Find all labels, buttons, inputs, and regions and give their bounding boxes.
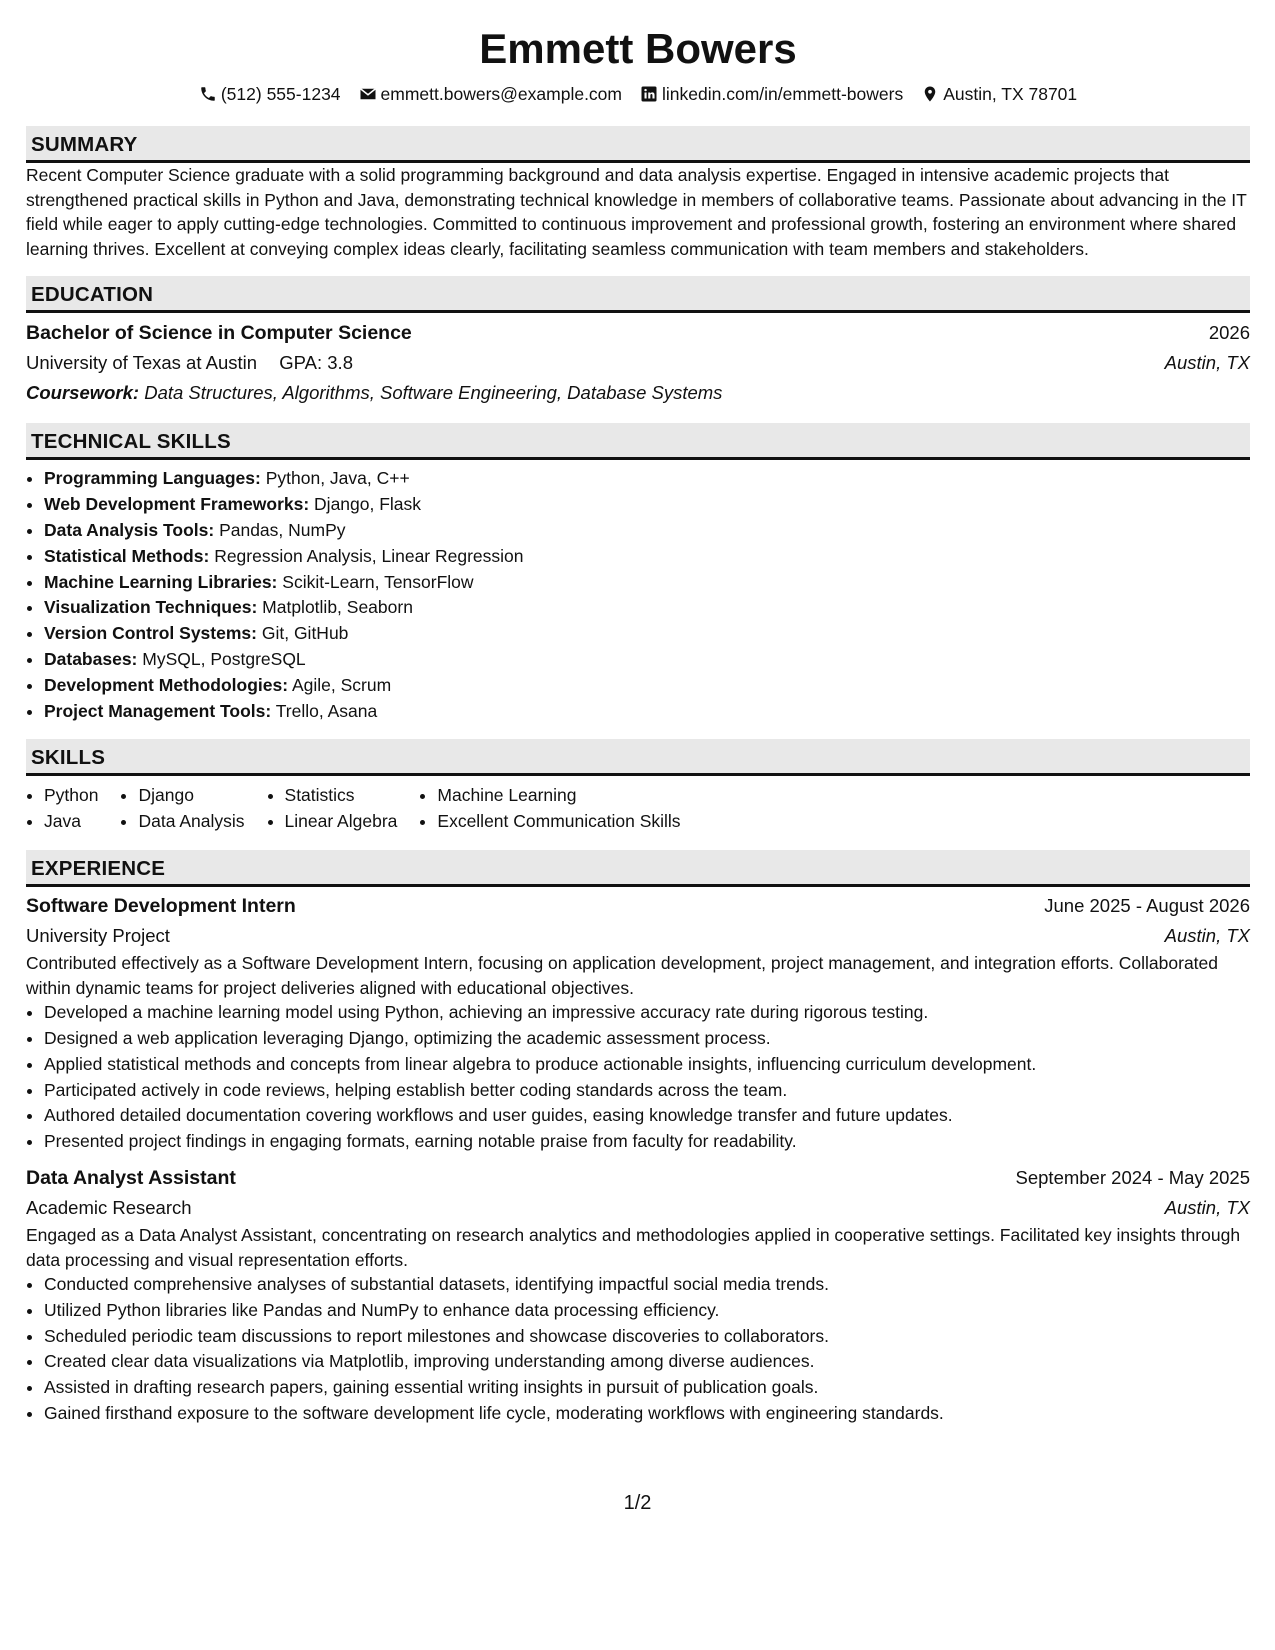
skills-grid bbox=[26, 783, 1250, 835]
list-item bbox=[44, 466, 1250, 492]
skill-values: MySQL, PostgreSQL bbox=[142, 648, 306, 669]
list-item bbox=[44, 621, 1250, 647]
skill-category: Statistical Methods: bbox=[44, 545, 210, 566]
skill-values: Agile, Scrum bbox=[291, 674, 392, 695]
list-item: • Presented project findings in engaging formats, earning notable praise from faculty for readability. bbox=[44, 1129, 1250, 1155]
contact-email[interactable] bbox=[359, 82, 622, 106]
phone-icon bbox=[199, 85, 217, 103]
list-item: • Machine Learning bbox=[437, 783, 680, 809]
coursework-label: Coursework: bbox=[26, 382, 140, 404]
contact-bar bbox=[26, 82, 1250, 106]
skill-category: Data Analysis Tools: bbox=[44, 519, 215, 540]
linkedin-icon bbox=[640, 85, 658, 103]
experience-entry bbox=[26, 891, 1250, 1155]
candidate-name: Emmett Bowers bbox=[479, 25, 797, 72]
skill-values: Pandas, NumPy bbox=[219, 519, 346, 540]
skill-category: Version Control Systems: bbox=[44, 623, 257, 644]
coursework-list: Data Structures, Algorithms, Software Engineering, Database Systems bbox=[144, 382, 723, 404]
resume-page bbox=[26, 0, 1250, 1427]
skill-values: Trello, Asana bbox=[275, 700, 378, 721]
skill-category: Web Development Frameworks: bbox=[44, 494, 310, 515]
summary-heading: SUMMARY bbox=[26, 126, 1250, 163]
job-title-row bbox=[26, 891, 1250, 921]
job-org: Academic Research bbox=[26, 1196, 192, 1218]
contact-location bbox=[921, 82, 1077, 106]
technical-skills-heading: TECHNICAL SKILLS bbox=[26, 423, 1250, 460]
list-item bbox=[44, 699, 1250, 725]
map-pin-icon bbox=[921, 85, 939, 103]
contact-phone bbox=[199, 82, 341, 106]
experience-entry bbox=[26, 1163, 1250, 1427]
school-line bbox=[26, 348, 353, 378]
job-dates: June 2025 - August 2026 bbox=[1044, 894, 1250, 916]
summary-text: Recent Computer Science graduate with a solid programming background and data analysis expertise. Engaged in intensive academic projects that strengthened practical skills in Python and Java, demonstrating technical knowledge in members of collaborative teams. Passionate about advancing in the IT field while eager to apply cutting-edge technologies. Committed to continuous improvement and professional growth, fostering an environment where shared learning thrives. Excellent at conveying complex ideas clearly, facilitating seamless communication with team members and stakeholders. bbox=[26, 165, 1247, 259]
job-org-row bbox=[26, 921, 1250, 951]
graduation-year: 2026 bbox=[1208, 322, 1250, 344]
list-item bbox=[44, 492, 1250, 518]
education-heading: EDUCATION bbox=[26, 276, 1250, 313]
list-item: • Scheduled periodic team discussions to report milestones and showcase discoveries to collaborators. bbox=[44, 1324, 1250, 1350]
skill-values: Scikit-Learn, TensorFlow bbox=[282, 571, 474, 592]
skill-category: Machine Learning Libraries: bbox=[44, 571, 278, 592]
email-link[interactable]: emmett.bowers@example.com bbox=[380, 84, 622, 104]
education-entry bbox=[26, 318, 1250, 408]
location-text: Austin, TX 78701 bbox=[943, 84, 1078, 104]
job-location: Austin, TX bbox=[1164, 924, 1250, 946]
list-item: • Java bbox=[44, 809, 98, 835]
list-item: • Data Analysis bbox=[138, 809, 244, 835]
list-item bbox=[44, 544, 1250, 570]
skill-values: Regression Analysis, Linear Regression bbox=[214, 545, 524, 566]
skill-values: Django, Flask bbox=[314, 494, 422, 515]
job-description: Contributed effectively as a Software Development Intern, focusing on application development, project management, and integration efforts. Collaborated within dynamic teams for project deliveries aligned with educational objectives. bbox=[26, 952, 1219, 998]
skills-column bbox=[419, 783, 680, 835]
list-item: • Assisted in drafting research papers, gaining essential writing insights in pursuit of publication goals. bbox=[44, 1375, 1250, 1401]
contact-linkedin[interactable] bbox=[640, 82, 903, 106]
job-title: Data Analyst Assistant bbox=[26, 1166, 236, 1189]
list-item bbox=[44, 673, 1250, 699]
job-title: Software Development Intern bbox=[26, 894, 296, 917]
list-item: • Authored detailed documentation covering workflows and user guides, easing knowledge transfer and future updates. bbox=[44, 1103, 1250, 1129]
coursework-line bbox=[26, 378, 1250, 408]
list-item: • Excellent Communication Skills bbox=[437, 809, 680, 835]
list-item: • Applied statistical methods and concepts from linear algebra to produce actionable insights, influencing curriculum development. bbox=[44, 1052, 1250, 1078]
linkedin-link[interactable]: linkedin.com/in/emmett-bowers bbox=[662, 84, 904, 104]
skill-category: Visualization Techniques: bbox=[44, 597, 258, 618]
list-item: • Statistics bbox=[285, 783, 398, 809]
skill-category: Databases: bbox=[44, 648, 138, 669]
skills-heading: SKILLS bbox=[26, 739, 1250, 776]
school-name: University of Texas at Austin bbox=[26, 352, 258, 374]
skills-column bbox=[267, 783, 398, 835]
list-item: • Conducted comprehensive analyses of substantial datasets, identifying impactful social media trends. bbox=[44, 1272, 1250, 1298]
degree: Bachelor of Science in Computer Science bbox=[26, 322, 412, 345]
skills-column bbox=[120, 783, 244, 835]
list-item: • Developed a machine learning model using Python, achieving an impressive accuracy rate during rigorous testing. bbox=[44, 1000, 1250, 1026]
skill-values: Python, Java, C++ bbox=[265, 468, 410, 489]
list-item: • Designed a web application leveraging Django, optimizing the academic assessment process. bbox=[44, 1026, 1250, 1052]
skill-category: Programming Languages: bbox=[44, 468, 261, 489]
job-description: Engaged as a Data Analyst Assistant, concentrating on research analytics and methodologies applied in cooperative settings. Facilitated key insights through data processing and visual representation efforts. bbox=[26, 1224, 1241, 1270]
skill-category: Project Management Tools: bbox=[44, 700, 272, 721]
job-title-row bbox=[26, 1163, 1250, 1193]
list-item: • Django bbox=[138, 783, 244, 809]
list-item bbox=[44, 570, 1250, 596]
list-item bbox=[44, 518, 1250, 544]
job-org: University Project bbox=[26, 924, 170, 946]
list-item: • Python bbox=[44, 783, 98, 809]
list-item: • Created clear data visualizations via Matplotlib, improving understanding among diverse audiences. bbox=[44, 1349, 1250, 1375]
phone-text: (512) 555-1234 bbox=[220, 84, 341, 104]
education-location: Austin, TX bbox=[1164, 352, 1250, 374]
education-sub-row bbox=[26, 348, 1250, 378]
list-item: • Participated actively in code reviews, helping establish better coding standards across the team. bbox=[44, 1078, 1250, 1104]
job-bullets bbox=[26, 1000, 1250, 1155]
job-dates: September 2024 - May 2025 bbox=[1015, 1166, 1250, 1188]
list-item bbox=[44, 647, 1250, 673]
technical-skills-list bbox=[26, 466, 1250, 724]
skill-category: Development Methodologies: bbox=[44, 674, 289, 695]
skills-column bbox=[26, 783, 98, 835]
page-number: 1/2 bbox=[623, 1492, 652, 1514]
job-bullets bbox=[26, 1272, 1250, 1427]
education-title-row bbox=[26, 318, 1250, 348]
job-org-row bbox=[26, 1193, 1250, 1223]
envelope-icon bbox=[359, 85, 377, 103]
list-item: • Gained firsthand exposure to the software development life cycle, moderating workflows with engineering standards. bbox=[44, 1401, 1250, 1427]
list-item: • Utilized Python libraries like Pandas and NumPy to enhance data processing efficiency. bbox=[44, 1298, 1250, 1324]
job-location: Austin, TX bbox=[1164, 1196, 1250, 1218]
list-item: • Linear Algebra bbox=[285, 809, 398, 835]
list-item bbox=[44, 595, 1250, 621]
skill-values: Git, GitHub bbox=[261, 623, 349, 644]
gpa: GPA: 3.8 bbox=[279, 352, 353, 374]
experience-heading: EXPERIENCE bbox=[26, 850, 1250, 887]
skill-values: Matplotlib, Seaborn bbox=[262, 597, 413, 618]
